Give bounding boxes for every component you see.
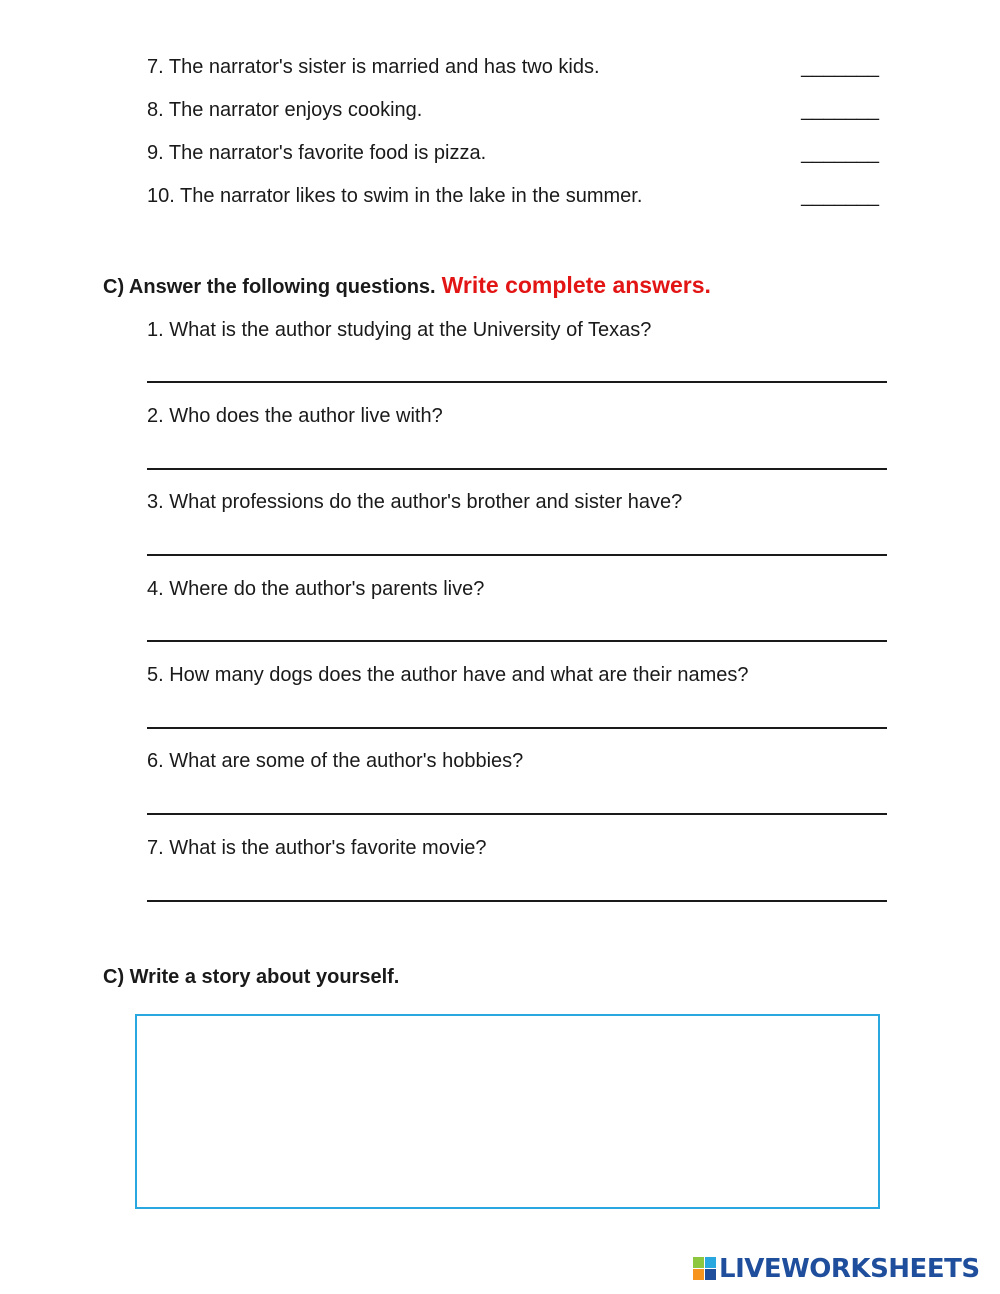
- story-textbox[interactable]: [135, 1014, 880, 1209]
- tf-row: [147, 181, 879, 211]
- liveworksheets-logo: [693, 1252, 980, 1286]
- question: 1. What is the author studying at the University of Texas?: [147, 319, 652, 341]
- question: 2. Who does the author live with?: [147, 405, 443, 427]
- tf-row: [147, 95, 879, 125]
- answer-line[interactable]: [147, 727, 887, 729]
- answer-line[interactable]: [147, 640, 887, 642]
- section-c-title: C) Answer the following questions.: [103, 276, 436, 298]
- tf-row: [147, 138, 879, 168]
- tf-answer-blank[interactable]: _______: [801, 56, 879, 78]
- logo-text: LIVEWORKSHEETS: [719, 1254, 980, 1284]
- answer-line[interactable]: [147, 813, 887, 815]
- tf-answer-blank[interactable]: _______: [801, 142, 879, 164]
- tf-statement: 9. The narrator's favorite food is pizza.: [147, 142, 487, 164]
- liveworksheets-logo-icon: [693, 1257, 717, 1281]
- tf-statement: 7. The narrator's sister is married and has two kids.: [147, 56, 600, 78]
- question: 5. How many dogs does the author have and what are their names?: [147, 664, 749, 686]
- question: 4. Where do the author's parents live?: [147, 578, 485, 600]
- answer-line[interactable]: [147, 468, 887, 470]
- tf-statement: 8. The narrator enjoys cooking.: [147, 99, 423, 121]
- tf-statement: 10. The narrator likes to swim in the lake in the summer.: [147, 185, 643, 207]
- tf-row: [147, 52, 879, 82]
- section-c-heading: [103, 270, 711, 302]
- tf-answer-blank[interactable]: _______: [801, 99, 879, 121]
- story-heading: C) Write a story about yourself.: [103, 966, 400, 988]
- section-c-instruction: Write complete answers.: [441, 272, 711, 298]
- answer-line[interactable]: [147, 381, 887, 383]
- question: 3. What professions do the author's brother and sister have?: [147, 491, 683, 513]
- question: 6. What are some of the author's hobbies?: [147, 750, 524, 772]
- answer-line[interactable]: [147, 900, 887, 902]
- question: 7. What is the author's favorite movie?: [147, 837, 487, 859]
- tf-answer-blank[interactable]: _______: [801, 185, 879, 207]
- answer-line[interactable]: [147, 554, 887, 556]
